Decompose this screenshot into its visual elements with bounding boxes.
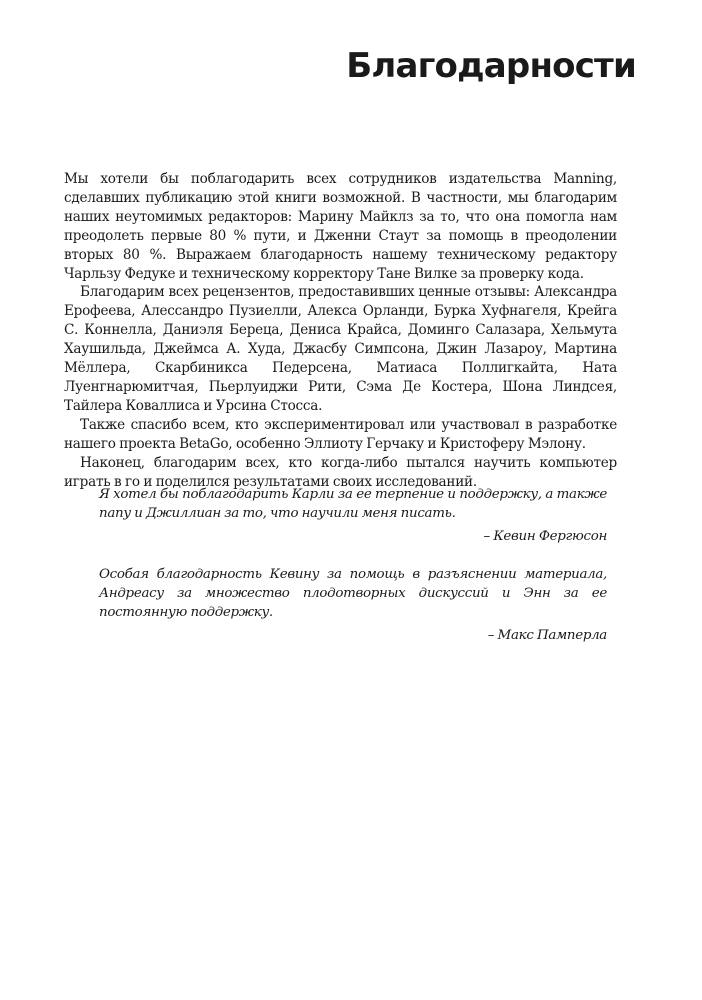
- acknowledgements-body: [64, 170, 617, 491]
- quote-text: Я хотел бы поблагодарить Карли за ее терпение и поддержку, а также папу и Джиллиан за то, что научили меня писать.: [99, 487, 607, 521]
- paragraph-betago: Также спасибо всем, кто экспериментировал или участвовал в разработке нашего проекта BetaGo, особенно Эллиоту Герчаку и Кристоферу Мэлону.: [64, 416, 617, 452]
- page-title: Благодарности: [346, 46, 636, 86]
- personal-acknowledgements: [99, 485, 607, 645]
- quote-text: Особая благодарность Кевину за помощь в разъяснении материала, Андреасу за множество плодотворных дискуссий и Энн за ее постоянную поддержку.: [99, 567, 607, 620]
- paragraph-staff: Мы хотели бы поблагодарить всех сотрудников издательства Manning, сделавших публикацию этой книги возможной. В частности, мы благодарим наших неутомимых редакторов: Марину Майклз за то, что она помогла нам преодолеть первые 80 % пути, и Дженни Стаут за помощь в преодолении вторых 80 %. Выражаем благодарность нашему техническому редактору Чарльзу Федуке и техническому корректору Тане Вилке за проверку кода.: [64, 171, 617, 282]
- quote-author: – Кевин Фергюсон: [483, 529, 607, 544]
- quote-pumperla: [99, 565, 607, 645]
- quote-author: – Макс Памперла: [487, 628, 607, 643]
- quote-ferguson: [99, 485, 607, 546]
- paragraph-reviewers: Благодарим всех рецензентов, предоставивших ценные отзывы: Александра Ерофеева, Алессандро Пузиелли, Алекса Орланди, Бурка Хуфнагеля, Крейга С. Коннелла, Даниэля Береца, Дениса Крайса, Доминго Салазара, Хельмута Хаушильда, Джеймса А. Худа, Джасбу Симпсона, Джин Лазароу, Мартина Мёллера, Скарбиникса Педерсена, Матиаса Поллигкайта, Ната Луенгнарюмитчая, Пьерлуиджи Рити, Сэма Де Костера, Шона Линдсея, Тайлера Коваллиса и Урсина Стосса.: [64, 284, 617, 414]
- paragraph-go-community: Наконец, благодарим всех, кто когда-либо пытался научить компьютер играть в го и поделился результатами своих исследований.: [64, 454, 617, 490]
